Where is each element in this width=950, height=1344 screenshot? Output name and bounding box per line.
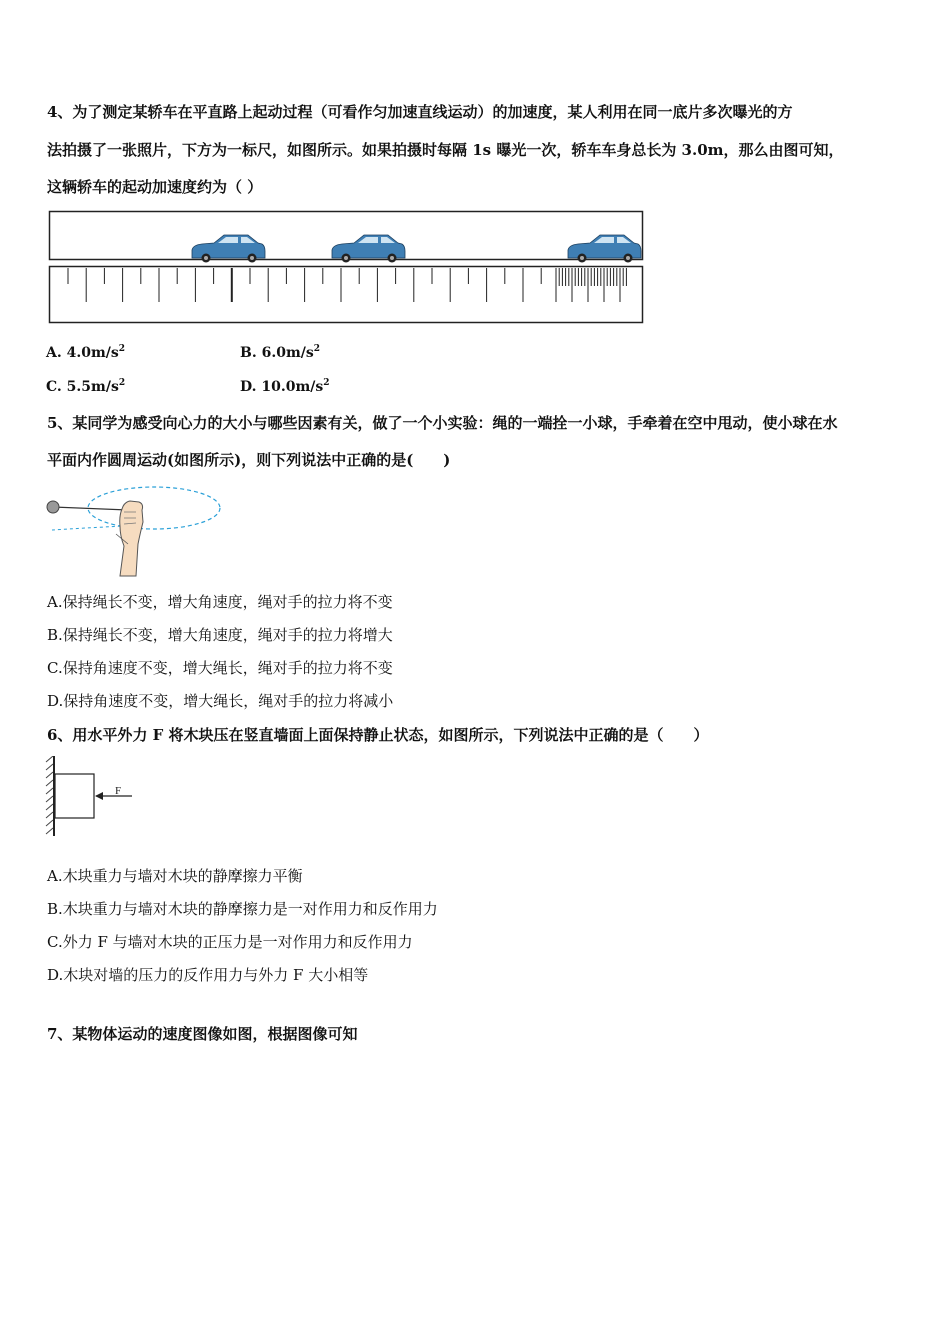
car-exposure-figure: [48, 210, 646, 326]
q4-text-line-1: 4、为了测定某轿车在平直路上起动过程（可看作匀加速直线运动）的加速度，某人利用在同一底片多次曝光的方: [47, 103, 793, 121]
rope: [53, 507, 128, 510]
q5-option-d: D.保持角速度不变，增大绳长，绳对手的拉力将减小: [47, 692, 394, 710]
q4-text-line-3: 这辆轿车的起动加速度约为（ ）: [47, 178, 263, 196]
q6-text-line-1: 6、用水平外力 F 将木块压在竖直墙面上面保持静止状态，如图所示，下列说法中正确的是（ ）: [47, 726, 709, 744]
q4-option-a: A. $4.0m/s^2$: [46, 344, 126, 361]
wood-block: [55, 774, 94, 818]
wall-hatch: [46, 756, 53, 834]
q6-option-d: D.木块对墙的压力的反作用力与外力 F 大小相等: [47, 966, 369, 984]
wall-block-figure: [44, 756, 140, 838]
q4-option-d: D. $10.0m/s^2$: [240, 378, 330, 395]
orbit-path: [88, 487, 220, 529]
q6-option-a: A.木块重力与墙对木块的静摩擦力平衡: [47, 867, 303, 885]
q4-text-line-2: 法拍摄了一张照片，下方为一标尺，如图所示。如果拍摄时每隔 1s 曝光一次，轿车车身总长为 3.0m，那么由图可知，: [47, 141, 844, 159]
q5-text-line-1: 5、某同学为感受向心力的大小与哪些因素有关，做了一个小实验：绳的一端拴一小球，手牵着在空中甩动，使小球在水: [47, 414, 838, 432]
force-label: F: [115, 785, 122, 797]
ball: [47, 501, 59, 513]
q5-option-a: A.保持绳长不变，增大角速度，绳对手的拉力将不变: [47, 593, 393, 611]
circular-motion-figure: [44, 482, 226, 578]
q7-text-line-1: 7、某物体运动的速度图像如图，根据图像可知: [47, 1025, 358, 1043]
q5-text-line-2: 平面内作圆周运动(如图所示)，则下列说法中正确的是( ): [47, 451, 451, 469]
q4-option-c: C. $5.5m/s^2$: [46, 378, 126, 395]
q5-option-c: C.保持角速度不变，增大绳长，绳对手的拉力将不变: [47, 659, 393, 677]
q4-option-b: B. $6.0m/s^2$: [240, 344, 321, 361]
scale-ruler: [50, 267, 643, 323]
q6-option-b: B.木块重力与墙对木块的静摩擦力是一对作用力和反作用力: [47, 900, 438, 918]
arrowhead-icon: [95, 792, 103, 800]
q5-option-b: B.保持绳长不变，增大角速度，绳对手的拉力将增大: [47, 626, 393, 644]
q6-option-c: C.外力 F 与墙对木块的正压力是一对作用力和反作用力: [47, 933, 413, 951]
